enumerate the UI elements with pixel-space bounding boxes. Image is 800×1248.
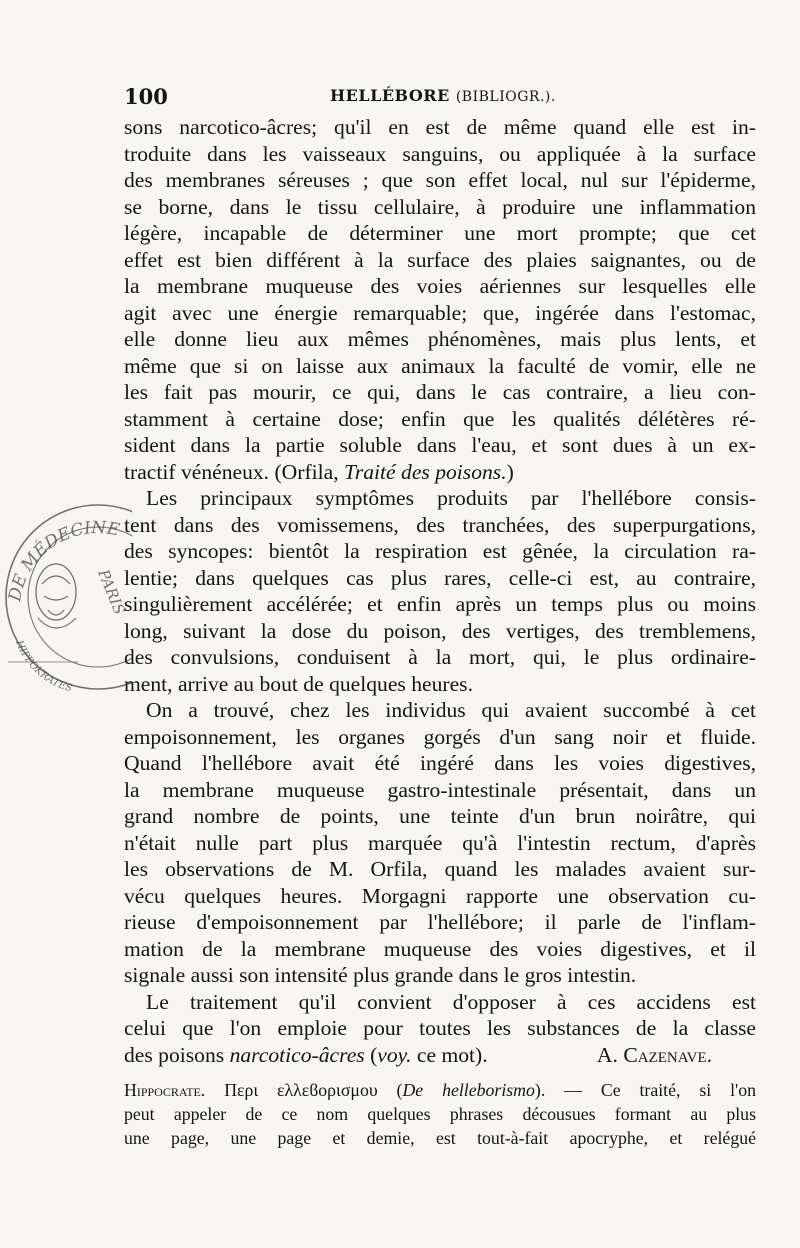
text-line: effet est bien différent à la surface des plaies saignantes, ou de (124, 247, 756, 272)
text-line: lentie; dans quelques cas plus rares, celle-ci est, au contraire, (124, 565, 756, 590)
text-line: tent dans des vomissemens, des tranchées, des superpurgations, (124, 512, 756, 537)
text-line: sons narcotico-âcres; qu'il en est de même quand elle est in- (124, 115, 756, 139)
page-header (124, 84, 740, 114)
paragraph-3 (124, 697, 756, 989)
paragraph-4 (124, 989, 756, 1069)
running-title (330, 86, 556, 105)
text-line: On a trouvé, chez les individus qui avaient succombé à cet (146, 698, 756, 722)
text-line: sident dans la partie soluble dans l'eau, et sont dues à un ex- (124, 433, 756, 457)
stamp-text-side: PARIS (94, 566, 129, 618)
paragraph-1 (124, 114, 756, 485)
running-title-main: HELLÉBORE (330, 86, 450, 105)
text-line: même que si on laisse aux animaux la faculté de vomir, elle ne (124, 353, 756, 378)
text-line: stamment à certaine dose; enfin que les qualités délétères ré- (124, 406, 756, 431)
text-run: des poisons (124, 1042, 230, 1067)
text-line: se borne, dans le tissu cellulaire, à produire une inflammation (124, 194, 756, 219)
text-line: Quand l'hellébore avait été ingéré dans les voies digestives, (124, 751, 756, 775)
text-line: ment, arrive au bout de quelques heures. (124, 671, 473, 696)
main-text (124, 114, 756, 1068)
text-line: empoisonnement, les organes gorgés d'un sang noir et fluide. (124, 724, 756, 749)
text-line: Les principaux symptômes produits par l'hellébore consis- (146, 486, 756, 510)
text-run-italic: voy. (377, 1042, 412, 1067)
text-line: n'était nulle part plus marquée qu'à l'intestin rectum, d'après (124, 830, 756, 855)
text-line: celui que l'on emploie pour toutes les substances de la classe (124, 1016, 756, 1040)
text-line: troduite dans les vaisseaux sanguins, ou appliquée à la surface (124, 141, 756, 166)
text-line: mation de la membrane muqueuse des voies digestives, et il (124, 936, 756, 961)
text-line-citation (124, 459, 756, 486)
text-line: singulièrement accélérée; et enfin après un temps plus ou moins (124, 592, 756, 616)
text-run: ( (364, 1042, 378, 1067)
text-line: grand nombre de points, une teinte d'un brun noirâtre, qui (124, 804, 756, 828)
author-signature: A. Cazenave. (596, 1042, 712, 1067)
text-run: ). — Ce traité, si l'on (534, 1080, 756, 1100)
text-line: la membrane muqueuse des voies aériennes sur lesquelles elle (124, 274, 756, 298)
text-line: signale aussi son intensité plus grande dans le gros intestin. (124, 963, 637, 987)
footnote-line (124, 1078, 756, 1102)
footnote-line: peut appeler de ce nom quelques phrases décousues formant au plus (124, 1104, 756, 1124)
citation-title: Traité des poisons. (344, 459, 507, 484)
text-line: long, suivant la dose du poison, des vertiges, des tremblemens, (124, 618, 756, 643)
footnote-line: une page, une page et demie, est tout-à-fait apocryphe, et relégué (124, 1128, 756, 1148)
bib-latin-title: De helleborismo (402, 1080, 535, 1100)
bib-author: Hippocrate. (124, 1080, 206, 1100)
text-line: des convulsions, conduisent à la mort, qui, le plus ordinaire- (124, 645, 756, 669)
stamp-text-bottom: HIPPOKRATES (13, 638, 74, 695)
text-line: rieuse d'empoisonnement par l'hellébore; il parle de l'inflam- (124, 910, 756, 934)
bibliography-note (124, 1078, 756, 1150)
text-line: elle donne lieu aux mêmes phénomènes, mais plus lents, et (124, 327, 756, 351)
text-line: vécu quelques heures. Morgagni rapporte une observation cu- (124, 883, 756, 908)
text-line: les observations de M. Orfila, quand les malades avaient sur- (124, 857, 756, 881)
stamp-text-top: DE MÉDECINE (5, 517, 122, 604)
running-title-sub: (BIBLIOGR.). (455, 89, 556, 105)
page-number: 100 (124, 84, 168, 109)
text-run: ( (396, 1080, 403, 1100)
text-line: agit avec une énergie remarquable; que, ingérée dans l'estomac, (124, 300, 756, 325)
text-line: des syncopes: bientôt la respiration est gênée, la circulation ra- (124, 539, 756, 563)
text-line: légère, incapable de déterminer une mort prompte; que cet (124, 221, 756, 245)
library-stamp (0, 492, 132, 698)
text-run: ce mot). (411, 1042, 488, 1067)
text-run-italic: narcotico-âcres (229, 1042, 365, 1067)
text-line: des membranes séreuses ; que son effet local, nul sur l'épiderme, (124, 168, 756, 192)
text-line: Le traitement qu'il convient d'opposer à ces accidens est (146, 989, 756, 1014)
text-line: la membrane muqueuse gastro-intestinale présentait, dans un (124, 777, 756, 802)
text-line-signature (124, 1042, 756, 1069)
text-line: les fait pas mourir, ce qui, dans le cas contraire, a lieu con- (124, 380, 756, 404)
paragraph-2 (124, 485, 756, 697)
bib-greek-title: Περι ελλεϐορισμου (224, 1080, 378, 1100)
text-run: ) (506, 459, 514, 484)
text-run: tractif vénéneux. (Orfila, (124, 459, 345, 484)
